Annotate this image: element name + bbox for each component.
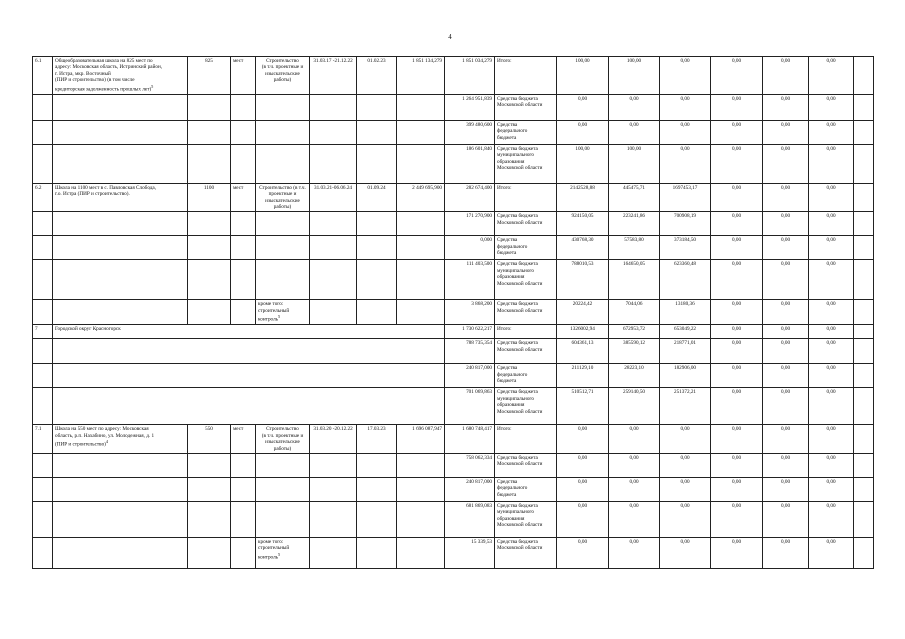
- amount-cell: 681 869,083: [445, 502, 495, 538]
- value-cell: 0,00: [809, 425, 854, 454]
- amount-cell: 186 601,840: [445, 144, 495, 183]
- footnote-mark: 5: [151, 83, 154, 89]
- value-cell: 211129,10: [557, 364, 609, 388]
- value-cell: 0,00: [809, 300, 854, 325]
- value-cell: 604361,13: [557, 339, 609, 364]
- table-row: [33, 94, 874, 120]
- text-line: (в т.ч. проектные и: [261, 64, 304, 71]
- capacity-cell: 1100: [188, 183, 231, 212]
- value-cell: 653049,22: [660, 325, 711, 339]
- value-cell: 0,00: [557, 538, 609, 569]
- object-name: [53, 183, 188, 212]
- value-cell: 218771,01: [660, 339, 711, 364]
- source-cell: [495, 502, 557, 538]
- unit-cell: мест: [231, 57, 256, 95]
- value-cell: 1326002,94: [557, 325, 609, 339]
- text-line: Итого:: [497, 326, 512, 333]
- value-cell: 0,00: [660, 538, 711, 569]
- text-line: Средства бюджета: [497, 145, 538, 152]
- value-cell: 0,00: [711, 236, 763, 260]
- value-cell: 0,00: [711, 212, 763, 236]
- value-cell: 0,00: [557, 478, 609, 502]
- text-line: федерального: [497, 128, 528, 135]
- value-cell: 7044,06: [609, 300, 660, 325]
- text-line: Школа на 1100 мест в с. Павловская Слобода,: [55, 184, 157, 191]
- value-cell: 0,00: [711, 183, 763, 212]
- value-cell: 0,00: [763, 425, 809, 454]
- value-cell: 0,00: [809, 260, 854, 300]
- source-cell: [495, 300, 557, 325]
- amount-cell: 1 264 951,839: [445, 94, 495, 120]
- value-cell: 0,00: [711, 260, 763, 300]
- text-line: (в т.ч. проектные и: [261, 432, 304, 439]
- text-line: Школа на 550 мест по адресу: Московская: [55, 426, 149, 433]
- text-line: Московской области: [497, 522, 543, 529]
- capacity-cell: 825: [188, 57, 231, 95]
- text-line: Итого:: [497, 426, 512, 433]
- value-cell: 0,00: [809, 454, 854, 478]
- date-cell: 01.02.23: [357, 57, 397, 95]
- text-line: изыскательские: [265, 70, 300, 77]
- amount-cell: 758 062,334: [445, 454, 495, 478]
- source-cell: [495, 538, 557, 569]
- text-line: федерального: [497, 371, 528, 378]
- value-cell: 924150,05: [557, 212, 609, 236]
- text-line: строительный: [258, 545, 290, 552]
- source-cell: [495, 236, 557, 260]
- text-line: Московской области: [497, 219, 543, 226]
- text-line: бюджета: [497, 491, 517, 498]
- value-cell: 0,00: [557, 502, 609, 538]
- value-cell: 0,00: [763, 502, 809, 538]
- value-cell: 0,00: [711, 425, 763, 454]
- table-row: [33, 212, 874, 236]
- value-cell: 0,00: [711, 144, 763, 183]
- text-line: Средства бюджета: [497, 389, 538, 396]
- text-line: Средства бюджета: [497, 503, 538, 510]
- value-cell: 0,00: [711, 325, 763, 339]
- text-line: Средства бюджета: [497, 455, 538, 462]
- value-cell: 0,00: [763, 144, 809, 183]
- footnote-mark: 5: [278, 551, 281, 557]
- text-line: Средства бюджета: [497, 213, 538, 220]
- period-cell: 31.03.21-06.06.24: [310, 183, 357, 212]
- funding-table: [32, 56, 874, 569]
- value-cell: 0,00: [711, 502, 763, 538]
- value-cell: 2142528,88: [557, 183, 609, 212]
- amount-cell: 111 403,500: [445, 260, 495, 300]
- text-line: (ПИР и строительство) (в том числе: [55, 77, 135, 84]
- row-number: 6.1: [33, 57, 53, 95]
- text-line: контроль: [258, 554, 279, 561]
- value-cell: 100,00: [557, 144, 609, 183]
- value-cell: 0,00: [809, 57, 854, 95]
- text-line: Московской области: [497, 164, 543, 171]
- value-cell: 0,00: [557, 425, 609, 454]
- amount-cell: 399 480,600: [445, 120, 495, 144]
- text-line: г. Истра, мкр. Восточный: [55, 70, 111, 77]
- text-line: муниципального: [497, 152, 535, 159]
- text-line: Средства бюджета: [497, 539, 538, 546]
- work-type-cell: [256, 183, 310, 212]
- amount-cell: 1 851 034,279: [445, 57, 495, 95]
- value-cell: 0,00: [809, 325, 854, 339]
- amount-cell: 0,000: [445, 236, 495, 260]
- text-line: бюджета: [497, 378, 517, 385]
- work-type-cell: [256, 57, 310, 95]
- text-line: кредиторская задолженность прошлых лет): [55, 86, 152, 93]
- value-cell: 100,00: [609, 57, 660, 95]
- value-cell: 0,00: [711, 120, 763, 144]
- text-line: Московской области: [497, 280, 543, 287]
- value-cell: 0,00: [609, 478, 660, 502]
- period-cell: 31.03.20 -20.12.22: [310, 425, 357, 454]
- value-cell: 0,00: [711, 94, 763, 120]
- table-row: [33, 425, 874, 454]
- source-cell: [495, 57, 557, 95]
- table-row: [33, 236, 874, 260]
- value-cell: 0,00: [809, 236, 854, 260]
- table-row: [33, 388, 874, 425]
- text-line: бюджета: [497, 134, 517, 141]
- value-cell: 445475,71: [609, 183, 660, 212]
- source-cell: [495, 144, 557, 183]
- text-line: (ПИР и строительство): [55, 441, 106, 448]
- source-cell: [495, 388, 557, 425]
- footnote-mark: 5: [278, 314, 281, 320]
- text-line: Средства: [497, 365, 518, 372]
- source-cell: [495, 325, 557, 339]
- text-line: Средства бюджета: [497, 301, 538, 308]
- value-cell: 13180,36: [660, 300, 711, 325]
- text-line: проектные и: [268, 191, 297, 198]
- amount-cell: 15 339,53: [445, 538, 495, 569]
- value-cell: 0,00: [711, 57, 763, 95]
- source-cell: [495, 120, 557, 144]
- amount-cell: 3 868,200: [445, 300, 495, 325]
- value-cell: 373184,50: [660, 236, 711, 260]
- value-cell: 0,00: [763, 236, 809, 260]
- text-line: федерального: [497, 485, 528, 492]
- text-line: Общеобразовательная школа на 825 мест по: [55, 58, 153, 64]
- value-cell: 0,00: [557, 454, 609, 478]
- text-line: Строительство: [266, 426, 299, 433]
- text-line: г.о. Истра (ПИР и строительство).: [55, 191, 130, 198]
- extra-label: [256, 538, 310, 569]
- amount-cell: 1 730 622,217: [445, 325, 495, 339]
- cost-cell: 1 696 087,947: [397, 425, 445, 454]
- value-cell: 1697453,17: [660, 183, 711, 212]
- text-line: Московской области: [497, 346, 543, 353]
- table-row: [33, 183, 874, 212]
- table-row: [33, 364, 874, 388]
- value-cell: 164650,05: [609, 260, 660, 300]
- table-row: [33, 538, 874, 569]
- text-line: муниципального: [497, 509, 535, 516]
- value-cell: 0,00: [609, 94, 660, 120]
- value-cell: 0,00: [711, 300, 763, 325]
- source-cell: [495, 339, 557, 364]
- value-cell: 430768,30: [557, 236, 609, 260]
- object-name: [53, 425, 188, 454]
- source-cell: [495, 94, 557, 120]
- value-cell: 0,00: [557, 120, 609, 144]
- source-cell: [495, 364, 557, 388]
- text-line: работы): [273, 445, 292, 452]
- amount-cell: 788 735,354: [445, 339, 495, 364]
- value-cell: 223241,86: [609, 212, 660, 236]
- value-cell: 100,00: [557, 57, 609, 95]
- source-cell: [495, 478, 557, 502]
- table-row: [33, 502, 874, 538]
- value-cell: 0,00: [763, 212, 809, 236]
- value-cell: 0,00: [609, 120, 660, 144]
- text-line: образования: [497, 402, 525, 409]
- value-cell: 788010,53: [557, 260, 609, 300]
- text-line: Московской области: [497, 545, 543, 552]
- source-cell: [495, 425, 557, 454]
- text-line: кроме того:: [258, 301, 284, 308]
- text-line: изыскательские: [265, 439, 300, 446]
- value-cell: 28223,10: [609, 364, 660, 388]
- value-cell: 0,00: [809, 339, 854, 364]
- amount-cell: 171 270,900: [445, 212, 495, 236]
- value-cell: 0,00: [609, 425, 660, 454]
- table-row: [33, 260, 874, 300]
- page-number: 4: [448, 33, 452, 41]
- table-row: [33, 144, 874, 183]
- table-row: [33, 454, 874, 478]
- unit-cell: мест: [231, 183, 256, 212]
- source-cell: [495, 454, 557, 478]
- value-cell: 0,00: [809, 388, 854, 425]
- value-cell: 0,00: [763, 454, 809, 478]
- value-cell: 0,00: [763, 94, 809, 120]
- table-row: [33, 339, 874, 364]
- amount-cell: 1 680 748,417: [445, 425, 495, 454]
- cost-cell: 1 851 134,279: [397, 57, 445, 95]
- value-cell: 0,00: [763, 478, 809, 502]
- value-cell: 0,00: [763, 339, 809, 364]
- cost-cell: 2 449 695,900: [397, 183, 445, 212]
- text-line: Средства: [497, 121, 518, 128]
- value-cell: 672953,72: [609, 325, 660, 339]
- value-cell: 0,00: [711, 388, 763, 425]
- amount-cell: 701 069,863: [445, 388, 495, 425]
- value-cell: 0,00: [557, 94, 609, 120]
- text-line: Московской области: [497, 307, 543, 314]
- text-line: Средства бюджета: [497, 95, 538, 102]
- text-line: работы): [273, 77, 292, 84]
- text-line: Строительство (в т.ч.: [259, 184, 306, 191]
- table-row: [33, 57, 874, 95]
- text-line: федерального: [497, 243, 528, 250]
- text-line: образования: [497, 158, 525, 165]
- text-line: контроль: [258, 316, 279, 323]
- text-line: адресу: Московская область, Истринский район,: [55, 64, 163, 71]
- value-cell: 0,00: [711, 478, 763, 502]
- value-cell: 0,00: [763, 260, 809, 300]
- value-cell: 0,00: [763, 120, 809, 144]
- value-cell: 0,00: [809, 183, 854, 212]
- text-line: Средства: [497, 479, 518, 486]
- value-cell: 623360,48: [660, 260, 711, 300]
- value-cell: 0,00: [809, 478, 854, 502]
- value-cell: 20224,42: [557, 300, 609, 325]
- text-line: кроме того:: [258, 539, 284, 546]
- region-name: Городской округ Красногорск: [53, 325, 445, 339]
- amount-cell: 240 817,000: [445, 478, 495, 502]
- object-name: [53, 57, 188, 95]
- source-cell: [495, 260, 557, 300]
- value-cell: 0,00: [711, 364, 763, 388]
- text-line: Строительство: [266, 58, 299, 64]
- capacity-cell: 550: [188, 425, 231, 454]
- value-cell: 100,00: [609, 144, 660, 183]
- text-line: строительный: [258, 307, 290, 314]
- text-line: Итого:: [497, 184, 512, 191]
- text-line: Итого:: [497, 58, 512, 64]
- value-cell: 385590,12: [609, 339, 660, 364]
- value-cell: 0,00: [763, 325, 809, 339]
- value-cell: 510512,71: [557, 388, 609, 425]
- row-number: 7: [33, 325, 53, 339]
- value-cell: 0,00: [711, 454, 763, 478]
- source-cell: [495, 183, 557, 212]
- value-cell: 0,00: [763, 57, 809, 95]
- text-line: Средства бюджета: [497, 261, 538, 268]
- value-cell: 0,00: [660, 425, 711, 454]
- value-cell: 0,00: [660, 502, 711, 538]
- value-cell: 0,00: [609, 502, 660, 538]
- text-line: изыскательские: [265, 197, 300, 204]
- value-cell: 0,00: [809, 94, 854, 120]
- value-cell: 259140,50: [609, 388, 660, 425]
- value-cell: 0,00: [660, 144, 711, 183]
- value-cell: 0,00: [809, 364, 854, 388]
- value-cell: 0,00: [660, 94, 711, 120]
- work-type-cell: [256, 425, 310, 454]
- value-cell: 0,00: [660, 478, 711, 502]
- value-cell: 0,00: [809, 120, 854, 144]
- amount-cell: 282 674,400: [445, 183, 495, 212]
- value-cell: 251372,21: [660, 388, 711, 425]
- value-cell: 0,00: [660, 454, 711, 478]
- value-cell: 0,00: [763, 388, 809, 425]
- unit-cell: мест: [231, 425, 256, 454]
- period-cell: 31.03.17 -21.12.22: [310, 57, 357, 95]
- text-line: Московской области: [497, 102, 543, 109]
- text-line: образования: [497, 515, 525, 522]
- text-line: область, р.п. Нахабино, ул. Молодежная, д. 1: [55, 432, 155, 439]
- extra-label: [256, 300, 310, 325]
- row-number: 7.1: [33, 425, 53, 454]
- value-cell: 0,00: [763, 364, 809, 388]
- text-line: образования: [497, 274, 525, 281]
- value-cell: 0,00: [809, 502, 854, 538]
- source-cell: [495, 212, 557, 236]
- text-line: Московской области: [497, 461, 543, 468]
- value-cell: 0,00: [711, 339, 763, 364]
- value-cell: 0,00: [763, 183, 809, 212]
- table-row: [33, 300, 874, 325]
- value-cell: 0,00: [660, 120, 711, 144]
- text-line: Средства: [497, 237, 518, 244]
- date-cell: 01.09.24: [357, 183, 397, 212]
- value-cell: 57583,80: [609, 236, 660, 260]
- date-cell: 17.03.23: [357, 425, 397, 454]
- table-row: [33, 478, 874, 502]
- value-cell: 182906,00: [660, 364, 711, 388]
- text-line: муниципального: [497, 395, 535, 402]
- value-cell: 0,00: [809, 538, 854, 569]
- text-line: бюджета: [497, 250, 517, 257]
- text-line: Московской области: [497, 408, 543, 415]
- text-line: работы): [273, 203, 292, 210]
- text-line: Средства бюджета: [497, 340, 538, 347]
- text-line: муниципального: [497, 267, 535, 274]
- value-cell: 700908,19: [660, 212, 711, 236]
- value-cell: 0,00: [711, 538, 763, 569]
- value-cell: 0,00: [609, 538, 660, 569]
- table-row: [33, 120, 874, 144]
- value-cell: 0,00: [809, 144, 854, 183]
- value-cell: 0,00: [763, 538, 809, 569]
- value-cell: 0,00: [609, 454, 660, 478]
- value-cell: 0,00: [660, 57, 711, 95]
- amount-cell: 240 817,000: [445, 364, 495, 388]
- table-row: [33, 325, 874, 339]
- value-cell: 0,00: [809, 212, 854, 236]
- footnote-mark: 4: [105, 439, 109, 445]
- row-number: 6.2: [33, 183, 53, 212]
- value-cell: 0,00: [763, 300, 809, 325]
